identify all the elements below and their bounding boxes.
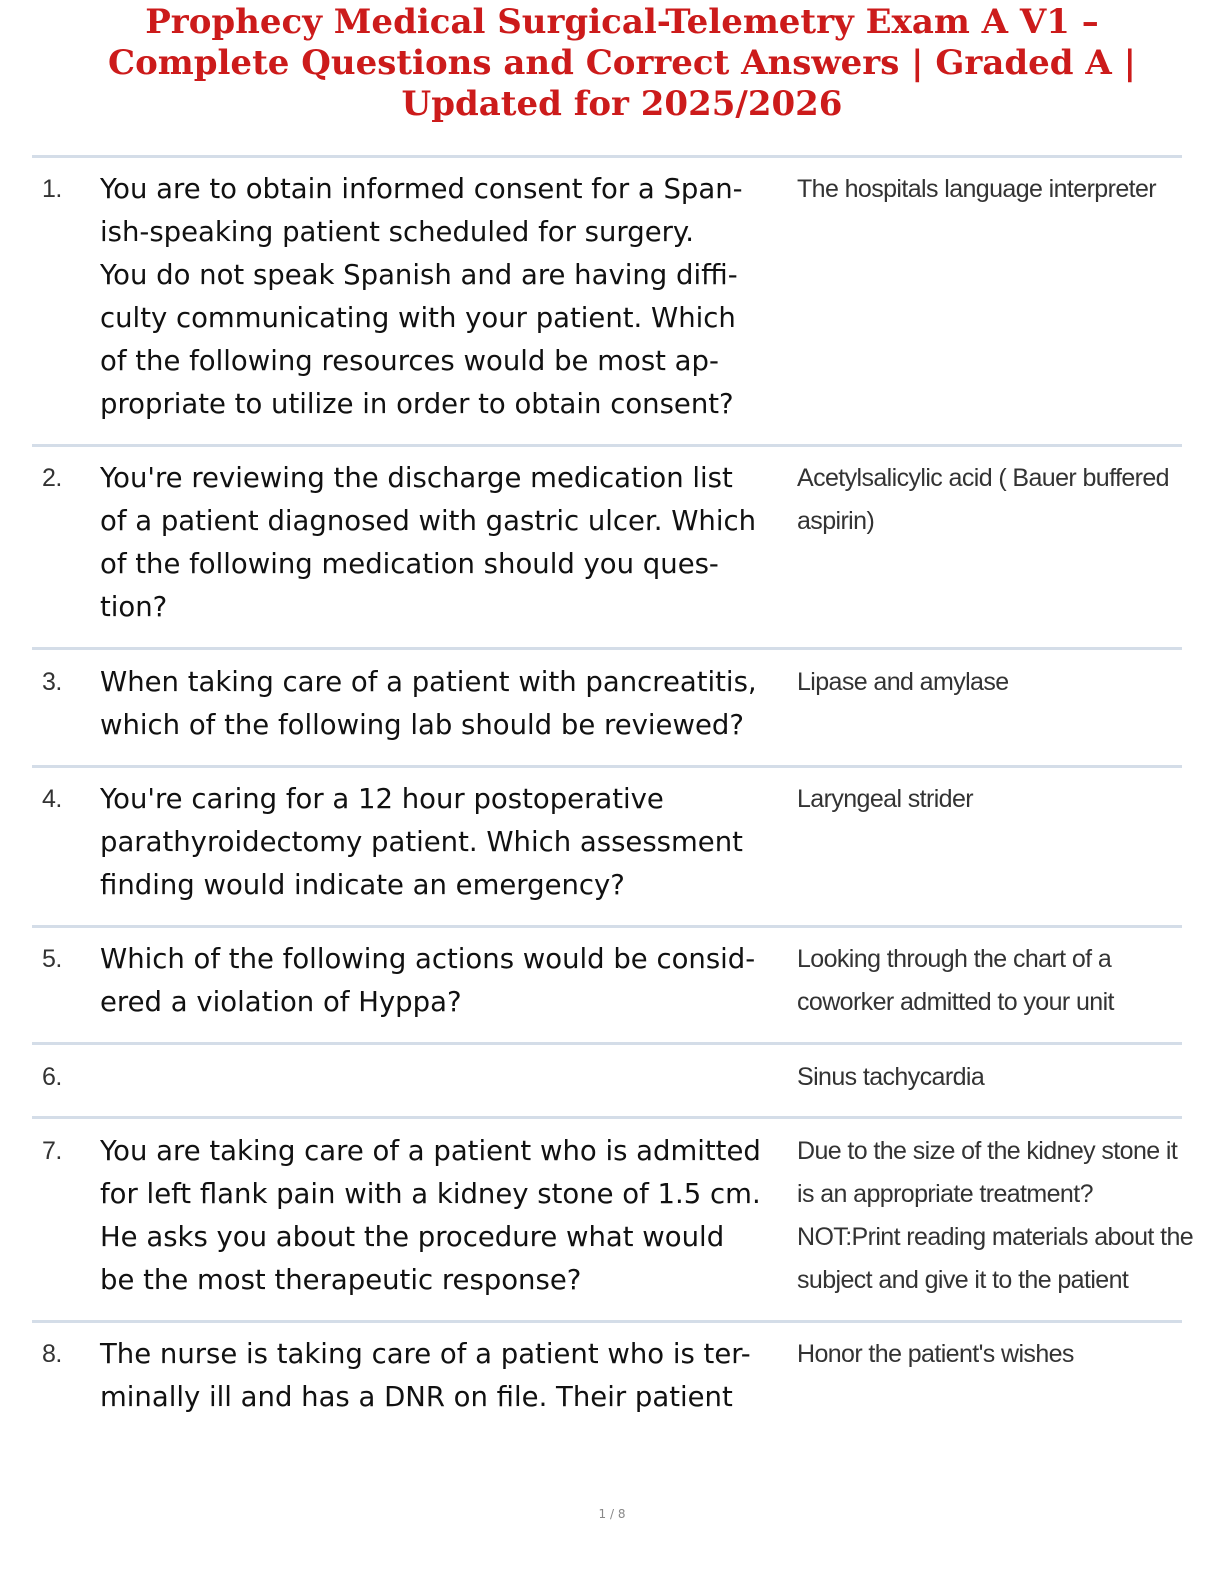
question-line: for left flank pain with a kidney stone of 1.5 cm.	[100, 1178, 761, 1210]
question-line: tion?	[100, 591, 168, 623]
document-title	[60, 2, 1184, 125]
question-text	[100, 1130, 800, 1302]
page-indicator: 1 / 8	[598, 1507, 626, 1521]
answer-text	[797, 661, 1182, 704]
question-line: You're caring for a 12 hour postoperative	[100, 783, 664, 815]
question-text	[100, 661, 800, 747]
divider	[32, 647, 1182, 650]
question-line: ered a violation of Hyppa?	[100, 986, 462, 1018]
divider	[32, 155, 1182, 158]
question-line: Which of the following actions would be consid-	[100, 943, 756, 975]
answer-line: Lipase and amylase	[797, 668, 1009, 696]
question-line: ish-speaking patient scheduled for surgery.	[100, 216, 695, 248]
divider	[32, 444, 1182, 447]
answer-text	[797, 1333, 1182, 1376]
divider	[32, 1116, 1182, 1119]
answer-line: Acetylsalicylic acid ( Bauer buffered	[797, 464, 1169, 492]
question-line: of the following medication should you ques-	[100, 548, 719, 580]
answer-text	[797, 1130, 1194, 1302]
item-number: 2.	[42, 464, 62, 492]
question-text	[100, 168, 800, 426]
question-text	[100, 1333, 800, 1419]
question-line: of the following resources would be most ap-	[100, 345, 719, 377]
title-line: Complete Questions and Correct Answers | Graded A |	[108, 43, 1136, 83]
item-number: 6.	[42, 1063, 62, 1091]
answer-line: coworker admitted to your unit	[797, 988, 1114, 1016]
question-line: When taking care of a patient with pancreatitis,	[100, 666, 757, 698]
question-line: You're reviewing the discharge medication list	[100, 462, 733, 494]
question-line: minally ill and has a DNR on file. Their patient	[100, 1381, 733, 1413]
question-text	[100, 938, 800, 1024]
answer-line: subject and give it to the patient	[797, 1266, 1129, 1294]
divider	[32, 1042, 1182, 1045]
question-line: of a patient diagnosed with gastric ulcer. Which	[100, 505, 757, 537]
answer-line: Honor the patient's wishes	[797, 1340, 1074, 1368]
item-number: 5.	[42, 945, 62, 973]
question-line: You are taking care of a patient who is admitted	[100, 1135, 761, 1167]
question-line: He asks you about the procedure what would	[100, 1221, 725, 1253]
question-line: be the most therapeutic response?	[100, 1264, 582, 1296]
item-number: 7.	[42, 1137, 62, 1165]
answer-text	[797, 938, 1182, 1024]
answer-line: NOT:Print reading materials about the	[797, 1223, 1194, 1251]
answer-text	[797, 1056, 1182, 1099]
answer-line: is an appropriate treatment?	[797, 1180, 1093, 1208]
title-line: Updated for 2025/2026	[401, 84, 843, 124]
question-text	[100, 778, 800, 907]
item-number: 8.	[42, 1340, 62, 1368]
answer-line: aspirin)	[797, 507, 875, 535]
question-line: finding would indicate an emergency?	[100, 869, 625, 901]
item-number: 1.	[42, 175, 62, 203]
divider	[32, 925, 1182, 928]
item-number: 4.	[42, 785, 62, 813]
question-line: You do not speak Spanish and are having diffi-	[100, 259, 738, 291]
question-text	[100, 457, 800, 629]
question-line: which of the following lab should be reviewed?	[100, 709, 744, 741]
question-line: parathyroidectomy patient. Which assessment	[100, 826, 743, 858]
question-line: culty communicating with your patient. Which	[100, 302, 736, 334]
answer-line: Laryngeal strider	[797, 785, 974, 813]
answer-text	[797, 778, 1182, 821]
answer-line: Looking through the chart of a	[797, 945, 1112, 973]
item-number: 3.	[42, 668, 62, 696]
title-line: Prophecy Medical Surgical-Telemetry Exam A V1 –	[145, 2, 1099, 42]
answer-line: The hospitals language interpreter	[797, 175, 1157, 203]
question-line: propriate to utilize in order to obtain consent?	[100, 388, 734, 420]
answer-text	[797, 168, 1182, 211]
question-line: The nurse is taking care of a patient who is ter-	[100, 1338, 751, 1370]
divider	[32, 765, 1182, 768]
answer-text	[797, 457, 1182, 543]
answer-line: Due to the size of the kidney stone it	[797, 1137, 1178, 1165]
divider	[32, 1320, 1182, 1323]
question-line: You are to obtain informed consent for a Span-	[100, 173, 743, 205]
answer-line: Sinus tachycardia	[797, 1063, 985, 1091]
